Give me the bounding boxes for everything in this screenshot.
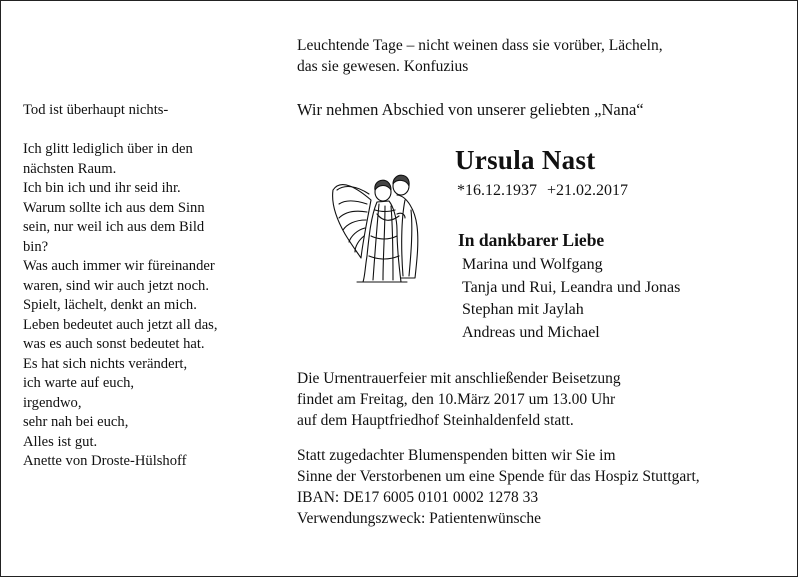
poem-line: nächsten Raum. — [23, 160, 117, 177]
poem-line: waren, sind wir auch jetzt noch. — [23, 277, 210, 294]
poem-line: irgendwo, — [23, 394, 82, 411]
donation-line: Statt zugedachter Blumenspenden bitten wir Sie im — [297, 447, 616, 464]
iban-line: IBAN: DE17 6005 0101 0002 1278 33 — [297, 489, 539, 506]
poem-line: sein, nur weil ich aus dem Bild — [23, 219, 205, 235]
quote-line-2: das sie gewesen. Konfuzius — [297, 58, 469, 75]
poem-line: Was auch immer wir füreinander — [23, 258, 215, 274]
poem-line: Es hat sich nichts verändert, — [23, 355, 188, 372]
angel-illustration — [327, 160, 435, 284]
birth-date: *16.12.1937 — [457, 182, 537, 199]
poem-author: Anette von Droste-Hülshoff — [23, 453, 187, 469]
ceremony-notice — [297, 368, 621, 431]
donation-notice — [297, 445, 700, 529]
poem-spacer — [23, 121, 273, 141]
poem-line: Warum sollte ich aus dem Sinn — [23, 199, 205, 216]
poem-line: sehr nah bei euch, — [23, 414, 129, 430]
death-date: +21.02.2017 — [547, 182, 629, 199]
mourner-name: Marina und Wolfgang — [462, 256, 603, 273]
poem-line: ich warte auf euch, — [23, 375, 135, 391]
poem-line: Alles ist gut. — [23, 433, 98, 450]
mourner-name: Tanja und Rui, Leandra und Jonas — [462, 278, 681, 296]
poem-line: Ich glitt lediglich über in den — [23, 141, 193, 157]
quote-line-1: Leuchtende Tage – nicht weinen dass sie vorüber, Lächeln, — [297, 37, 663, 54]
donation-line: Sinne der Verstorbenen um eine Spende für das Hospiz Stuttgart, — [297, 468, 700, 485]
deceased-name: Ursula Nast — [455, 145, 596, 175]
ceremony-line: auf dem Hauptfriedhof Steinhaldenfeld statt. — [297, 412, 574, 429]
mourners-heading: In dankbarer Liebe — [458, 230, 605, 250]
ceremony-line: findet am Freitag, den 10.März 2017 um 13.00 Uhr — [297, 391, 616, 408]
poem-line: Ich bin ich und ihr seid ihr. — [23, 180, 181, 196]
farewell-line: Wir nehmen Abschied von unserer geliebten „Nana“ — [297, 100, 644, 119]
poem-title: Tod ist überhaupt nichts- — [23, 102, 169, 118]
poem-line: Spielt, lächelt, denkt an mich. — [23, 297, 197, 313]
opening-quote — [297, 35, 777, 77]
life-dates — [457, 182, 628, 200]
poem-line: was es auch sonst bedeutet hat. — [23, 336, 205, 352]
mourners-list — [462, 254, 680, 344]
mourner-name: Stephan mit Jaylah — [462, 301, 584, 318]
mourner-name: Andreas und Michael — [462, 323, 600, 341]
poem-line: Leben bedeutet auch jetzt all das, — [23, 316, 218, 333]
poem — [23, 101, 273, 472]
poem-line: bin? — [23, 238, 49, 255]
purpose-line: Verwendungszweck: Patientenwünsche — [297, 510, 542, 527]
ceremony-line: Die Urnentrauerfeier mit anschließender Beisetzung — [297, 370, 621, 387]
